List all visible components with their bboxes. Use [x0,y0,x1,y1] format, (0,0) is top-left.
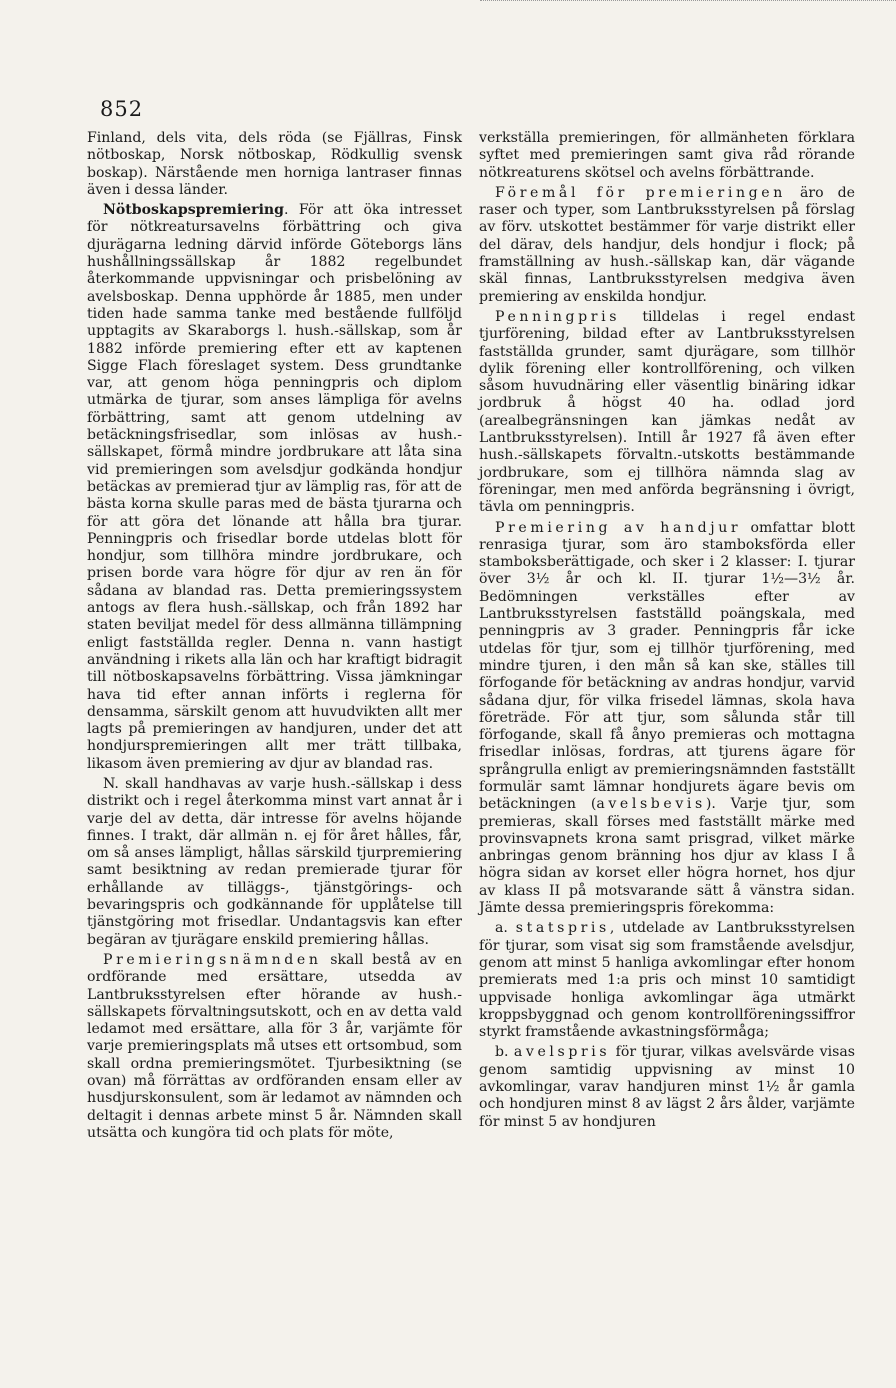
list-item [479,1044,855,1130]
paragraph-text: ). Varje tjur, som premieras, skall förses med fastställt märke med provinsvapnets krona samt prisgrad, vilket märke anbringas genom bränning hos djur av klass I å högra sidan av korset eller högra hornet, hos djur av klass II på motsvarande sätt å vänstra sidan. Jämte dessa premieringspris förekomma: [479,796,855,917]
paragraph [87,202,462,773]
spaced-heading: Premiering av handjur [495,519,742,536]
paragraph [87,130,462,199]
paragraph-text: äro de raser och typer, som Lantbruksstyrelsen på förslag av förv. utskottet bestämmer för varje distrikt eller del därav, dels handjur, dels hondjur i flock; på framställning av hush.-sällskap kan, där vägande skäl finnas, Lantbruksstyrelsen medgiva även premiering av enskilda hondjur. [479,184,856,305]
spaced-heading: Premieringsnämnden [103,951,322,968]
list-item [479,920,855,1041]
spaced-heading: avelspris [513,1044,611,1061]
left-column [87,130,462,1145]
paragraph-text: , utdelade av Lantbruksstyrelsen för tjurar, som visat sig som framstående avelsdjur, genom att minst 5 hanliga avkomlingar efter honom premierats med 1:a pris och minst 10 samtidigt uppvisade honliga avkomlingar äga utmärkt kroppsbyggnad och genom kontrollföreningssiffror styrkt framstående avkastningsförmåga; [479,920,855,1041]
spaced-heading: Föremål för premieringen [495,184,786,201]
paragraph-text: verkställa premieringen, för allmänheten förklara syftet med premieringen samt giva råd rörande nötkreaturens skötsel och avelns förbättrande. [479,130,855,181]
paragraph-text: skall bestå av en ordförande med ersättare, utsedda av Lantbruksstyrelsen efter hörande av hush.-sällskapets förvaltningsutskott, och en av detta vald ledamot med ersättare, alla för 3 år, varjämte för varje premieringsplats må utses ett ortsombud, som skall ordna premieringsmötet. Tjurbesiktning (se ovan) må förrättas av ordföranden ensam eller av husdjurskonsulent, som är ledamot av nämnden och deltagit i dennas arbete minst 5 år. Nämnden skall utsätta och kungöra tid och plats för möte, [87,951,462,1141]
paragraph [479,309,855,517]
list-label: a. [495,920,516,937]
right-column [479,130,855,1134]
paragraph-text: Finland, dels vita, dels röda (se Fjällras, Finsk nötboskap, Norsk nötboskap, Rödkullig svensk boskap). Närstående men horniga lantraser finnas även i dessa länder. [87,130,462,198]
paragraph-text: tilldelas i regel endast tjurförening, bildad efter av Lantbruksstyrelsen fastställda grunder, samt djurägare, som tillhör dylik förening eller kontrollförening, och vilken såsom huvudnäring eller väsentlig binäring idkar jordbruk å högst 40 ha. odlad jord (arealbegränsningen kan jämkas nedåt av Lantbruksstyrelsen). Intill år 1927 få även efter hush.-sällskapets förvaltn.-utskotts bestämmande jordbrukare, som ej tillhöra nämnda slag av föreningar, men med anförda begränsning i övrigt, tävla om penningpris. [479,308,855,516]
paragraph-text: . För att öka intresset för nötkreatursavelns förbättring och giva djurägarna ledning därvid införde Göteborgs läns hushållningssällskap år 1882 regelbundet återkommande uppvisningar och prisbelöning av avelsboskap. Denna upphörde år 1885, men under tiden hade samma tanke med bestående fullföljd upptagits av Skaraborgs l. hush.-sällskap, som år 1882 införde premiering efter ett av kaptenen Sigge Flach föreslaget system. Dess grundtanke var, att genom höga penningpris och diplom utmärka de tjurar, som anses lämpliga för avelns förbättring, samt att genom utdelning av betäckningsfrisedlar, som inlösas av hush.-sällskapet, förmå mindre jordbrukare att låta sina vid premieringen som avelsdjur godkända hondjur betäckas av premierad tjur av lämplig ras, för att de bästa korna skulle paras med de bästa tjurarna och för att göra det lönande att hålla bra tjurar. Penningpris och frisedlar borde utdelas blott för hondjur, som tillhöra mindre jordbrukare, och prisen borde vara högre för djur av ren än för sådana av blandad ras. Detta premieringssystem antogs av flera hush.-sällskap, och från 1892 har staten beviljat medel för dess allmänna tillämpning enligt fastställda regler. Denna n. vann hastigt användning i rikets alla län och har kraftigt bidragit till nötboskapsavelns förbättring. Vissa jämkningar hava tid efter annan införts i reglerna för densamma, särskilt genom att huvudvikten allt mer lagts på premieringen av handjuren, under det att hondjurspremieringen allt mer trätt tillbaka, likasom även premiering av djur av blandad ras. [87,202,462,772]
paragraph-text: för tjurar, vilkas avelsvärde visas genom samtidig uppvisning av minst 10 avkomlingar, varav handjuren minst 1½ år gamla och hondjuren minst 8 av lägst 2 års ålder, varjämte för minst 5 av hondjuren [479,1044,855,1130]
top-edge-rule [480,0,896,3]
paragraph [87,952,462,1142]
list-label: b. [495,1044,514,1061]
entry-heading: Nötboskapspremiering [103,202,285,219]
paragraph-text: omfattar blott renrasiga tjurar, som äro stamboksförda eller stamboksberättigade, och sker i 2 klasser: I. tjurar över 3½ år och kl. II. tjurar 1½—3½ år. Bedömningen verkställes efter av Lantbruksstyrelsen fastställd poängskala, med penningpris av 3 grader. Penningpris får icke utdelas för tjur, som ej tillhör tjurförening, med mindre tjuren, i den mån så kan ske, ställes till förfogande för betäckning av andras hondjur, varvid sådana djur, för vilka frisedel lämnas, skola hava företräde. För att tjur, som sålunda står till förfogande, skall få ånyo premieras och mottagna frisedlar inlösas, fordras, att tjurens ägare för språngrulla enligt av premieringsnämnden fastställt formulär samt lämnar hondjurets ägare bevis om betäckningen ( [479,519,855,813]
paragraph [479,520,855,918]
spaced-term: avelsbevis [596,796,706,813]
paragraph-text: N. skall handhavas av varje hush.-sällskap i dess distrikt och i regel återkomma minst vart annat år i varje del av detta, där intresse för avelns höjande finnes. I trakt, där allmän n. ej för året hålles, får, om så anses lämpligt, hållas särskild tjurpremiering samt besiktning av redan premierade tjurar för erhållande av tilläggs-, tjänstgörings- och bevaringspris och godkännande för upplåtelse till tjänstgöring mot frisedlar. Undantagsvis kan efter begäran av tjurägare enskild premiering hållas. [87,775,462,948]
spaced-heading: statspris [515,920,610,937]
paragraph [479,185,855,306]
page-number: 852 [100,97,144,121]
paragraph [479,130,855,182]
paragraph [87,776,462,949]
spaced-heading: Penningpris [495,308,621,325]
